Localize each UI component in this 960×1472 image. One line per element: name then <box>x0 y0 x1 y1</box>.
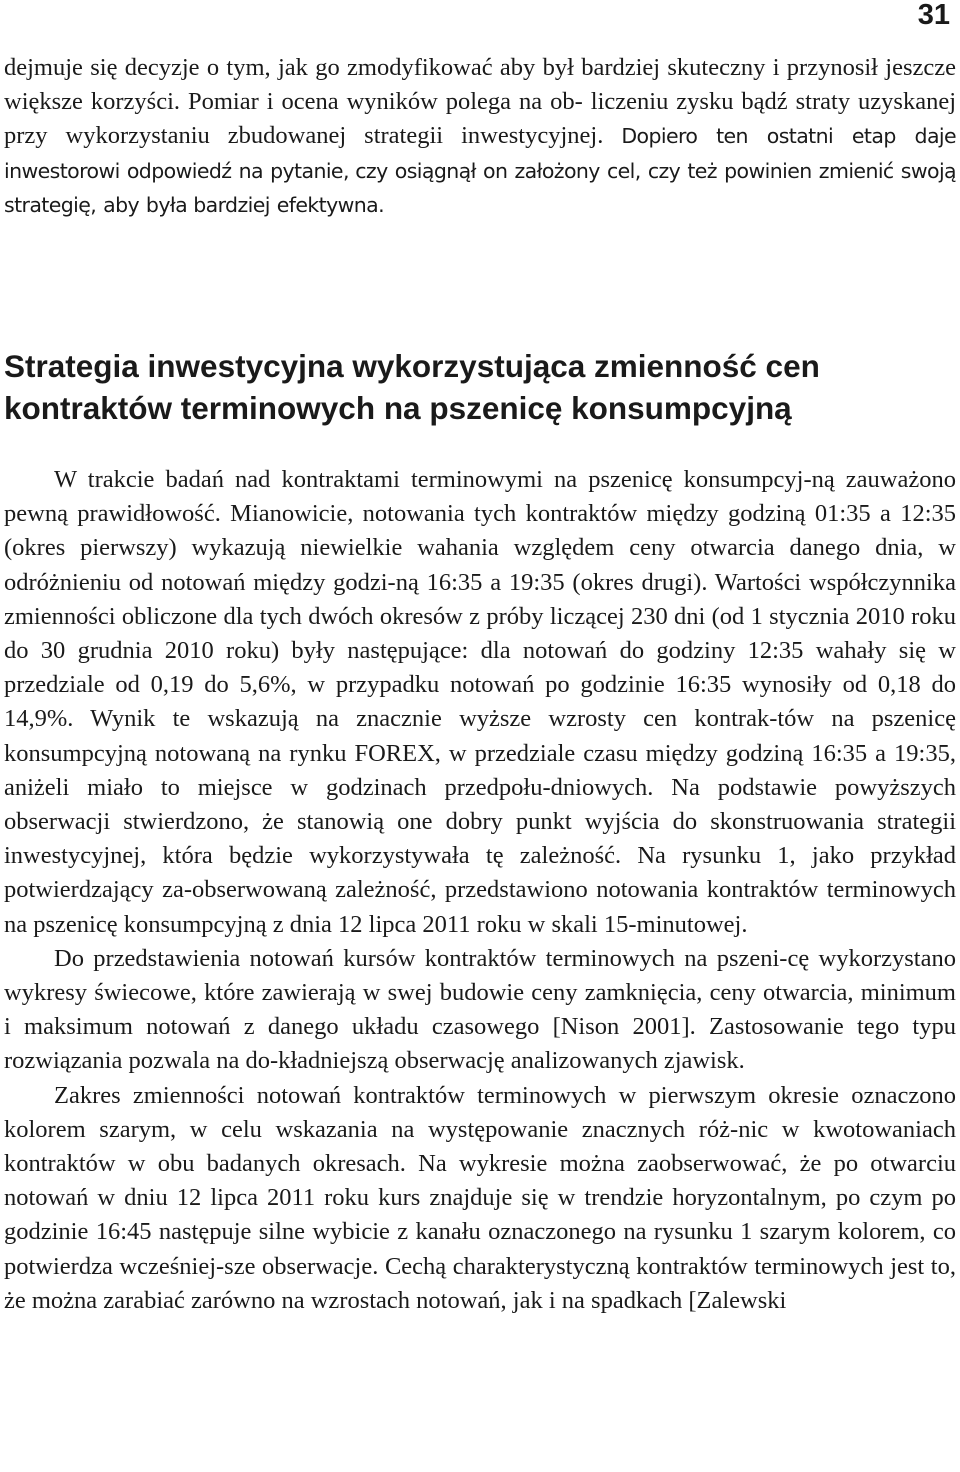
intro-paragraph <box>4 51 956 222</box>
page-number: 31 <box>917 0 950 31</box>
intro-line: czy osiągnął on założony cel, czy też powinien zmienić swoją strategię, aby była <box>4 158 957 217</box>
section-heading <box>4 345 956 429</box>
section-heading-line: Strategia inwestycyjna wykorzystująca zmienność cen <box>4 348 820 384</box>
intro-line: bardziej efektywna. <box>193 192 385 217</box>
intro-line: dejmuje się decyzje o tym, jak go zmodyfikować aby był bardziej skuteczny <box>4 54 766 81</box>
section-heading-line: kontraktów terminowych na pszenicę konsumpcyjną <box>4 390 792 426</box>
body-paragraph: Zakres zmienności notowań kontraktów terminowych w pierwszym okresie oznaczono kolorem szarym, w celu wskazania na występowanie znacznych róż-nic w kwotowaniach kontraktów w obu badanych okresach. Na wykresie można zaobserwować, że po otwarciu notowań w dniu 12 lipca 2011 roku kurs znajduje się w trendzie horyzontalnym, po czym po godzinie 16:45 następuje silne wybicie z kanału oznaczonego na rysunku 1 szarym kolorem, co potwierdza wcześniej-sze obserwacje. Cechą charakterystyczną kontraktów terminowych jest to, że można zarabiać zarówno na wzrostach notowań, jak i na spadkach [Zalewski <box>4 1081 956 1314</box>
body-text <box>4 463 956 1318</box>
intro-line: Dopiero ten ostatni etap daje inwestorowi odpowiedź na pytanie, <box>4 124 957 183</box>
intro-line: inwestycyjnej. <box>461 122 604 150</box>
intro-line: i przynosił jeszcze większe korzyści. Pomiar i ocena wyników polega na ob- <box>4 54 957 116</box>
body-paragraph: W trakcie badań nad kontraktami terminowymi na pszenicę konsumpcyj-ną zauważono pewną prawidłowość. Mianowicie, notowania tych kontraktów między godziną 01:35 a 12:35 (okres pierwszy) wykazują niewielkie wahania względem ceny otwarcia danego dnia, w odróżnieniu od notowań między godzi-ną 16:35 a 19:35 (okres drugi). Wartości współczynnika zmienności obliczone dla tych dwóch okresów z próby liczącej 230 dni (od 1 stycznia 2010 roku do 30 grudnia 2010 roku) były następujące: dla notowań do godziny 12:35 wahały się w przedziale od 0,19 do 5,6%, w przypadku notowań po godzinie 16:35 wynosiły od 0,18 do 14,9%. Wynik te wskazują na znacznie wyższe wzrosty cen kontrak-tów na pszenicę konsumpcyjną notowaną na rynku FOREX, w przedziale czasu między godziną 16:35 a 19:35, aniżeli miało to miejsce w godzinach przedpołu-dniowych. Na podstawie powyższych obserwacji stwierdzono, że stanowią one dobry punkt wyjścia do skonstruowania strategii inwestycyjnej, która będzie wykorzystywała tę zależność. Na rysunku 1, jako przykład potwierdzający za-obserwowaną zależność, przedstawiono notowania kontraktów terminowych na pszenicę konsumpcyjną z dnia 12 lipca 2011 roku w skali 15-minutowej. <box>4 466 956 938</box>
intro-line: liczeniu zysku bądź straty uzyskanej przy wykorzystaniu zbudowanej strategii <box>4 88 957 150</box>
body-paragraph: Do przedstawienia notowań kursów kontraktów terminowych na pszeni-cę wykorzystano wykresy świecowe, które zawierają w swej budowie ceny zamknięcia, ceny otwarcia, minimum i maksimum notowań z danego układu czasowego [Nison 2001]. Zastosowanie tego typu rozwiązania pozwala na do-kładniejszą obserwację analizowanych zjawisk. <box>4 944 956 1075</box>
